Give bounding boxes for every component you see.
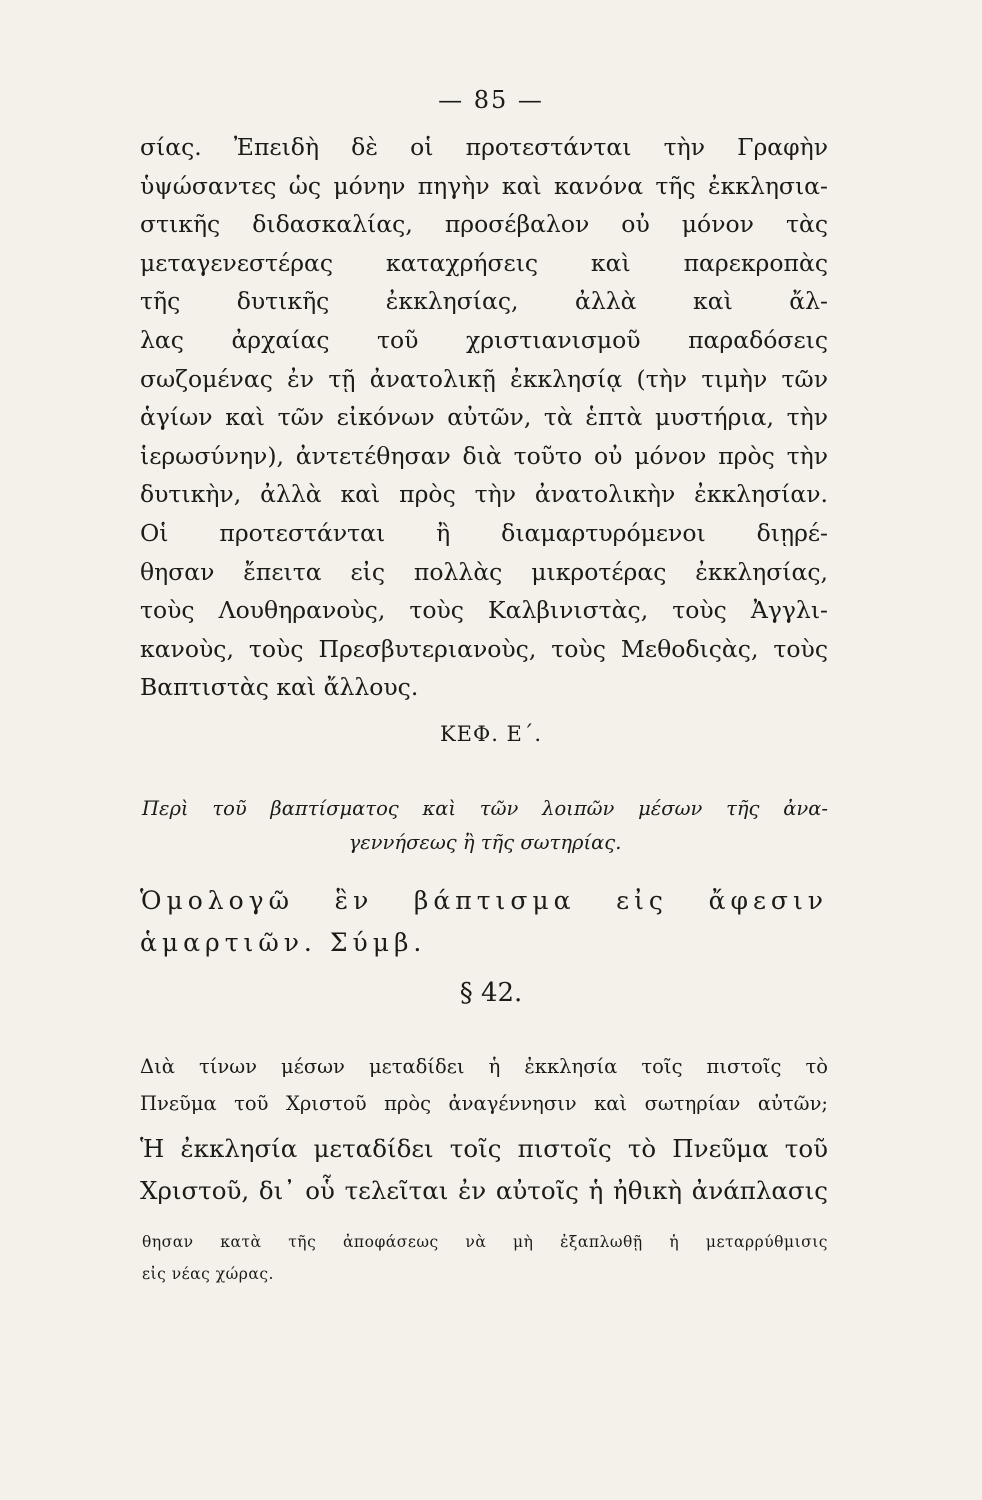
answer-text <box>140 1128 828 1212</box>
answer-line: Χριστοῦ, δι᾽ οὗ τελεῖται ἐν αὐτοῖς ἡ ἠθικὴ ἀνάπλασις <box>140 1176 828 1205</box>
creed-line: ἁμαρτιῶν. Σύμβ. <box>140 928 427 957</box>
subtitle-line: γεννήσεως ἢ τῆς σωτηρίας. <box>348 831 622 854</box>
text-line: Βαπτιστὰς καὶ ἄλλους. <box>140 673 419 702</box>
text-line: σωζομένας ἐν τῇ ἀνατολικῇ ἐκκλησίᾳ (τὴν τιμὴν τῶν <box>140 364 828 393</box>
text-line: ἱερωσύνην), ἀντετέθησαν διὰ τοῦτο οὐ μόνον πρὸς τὴν <box>140 441 828 470</box>
question-line: Πνεῦμα τοῦ Χριστοῦ πρὸς ἀναγέννησιν καὶ σωτηρίαν αὐτῶν; <box>140 1092 828 1115</box>
text-line: μεταγενεστέρας καταχρήσεις καὶ παρεκροπὰς <box>140 248 828 277</box>
text-line: δυτικὴν, ἀλλὰ καὶ πρὸς τὴν ἀνατολικὴν ἐκκλησίαν. <box>140 480 828 509</box>
text-line: θησαν ἔπειτα εἰς πολλὰς μικροτέρας ἐκκλησίας, <box>140 557 828 586</box>
chapter-subtitle <box>142 792 828 860</box>
question-text <box>140 1048 828 1122</box>
footnote-line: θησαν κατὰ τῆς ἀποφάσεως νὰ μὴ ἐξαπλωθῇ ἡ μεταρρύθμισις <box>142 1233 828 1251</box>
text-line: τοὺς Λουθηρανοὺς, τοὺς Καλβινιστὰς, τοὺς Ἀγγλι- <box>140 596 828 625</box>
section-mark: § 42. <box>459 978 523 1008</box>
page-number: — 85 — <box>438 86 544 114</box>
text-line: τῆς δυτικῆς ἐκκλησίας, ἀλλὰ καὶ ἄλ- <box>140 287 828 316</box>
question-line: Διὰ τίνων μέσων μεταδίδει ἡ ἐκκλησία τοῖς πιστοῖς τὸ <box>140 1055 828 1078</box>
footnote-line: εἰς νέας χώρας. <box>142 1265 274 1283</box>
text-line: ἁγίων καὶ τῶν εἰκόνων αὐτῶν, τὰ ἑπτὰ μυστήρια, τὴν <box>140 403 828 432</box>
text-line: κανοὺς, τοὺς Πρεσβυτεριανοὺς, τοὺς Μεθοδιςὰς, τοὺς <box>140 634 828 663</box>
chapter-heading: ΚΕΦ. Ε΄. <box>439 722 543 746</box>
creed-quote <box>140 880 828 964</box>
subtitle-line: Περὶ τοῦ βαπτίσματος καὶ τῶν λοιπῶν μέσων τῆς ἀνα- <box>142 797 828 820</box>
text-line: λας ἀρχαίας τοῦ χριστιανισμοῦ παραδόσεις <box>140 325 828 354</box>
text-line: ὑψώσαντες ὡς μόνην πηγὴν καὶ κανόνα τῆς ἐκκλησια- <box>140 171 828 200</box>
text-line: στικῆς διδασκαλίας, προσέβαλον οὐ μόνον τὰς <box>140 210 828 239</box>
creed-line: Ὁμολογῶ ἓν βάπτισμα εἰς ἄφεσιν <box>140 886 828 915</box>
body-paragraph <box>140 128 828 707</box>
text-line: σίας. Ἐπειδὴ δὲ οἱ προτεστάνται τὴν Γραφὴν <box>140 133 828 161</box>
footnote <box>142 1226 828 1290</box>
text-line: Οἱ προτεστάνται ἢ διαμαρτυρόμενοι διῃρέ- <box>140 518 828 547</box>
answer-line: Ἡ ἐκκλησία μεταδίδει τοῖς πιστοῖς τὸ Πνεῦμα τοῦ <box>140 1134 828 1163</box>
